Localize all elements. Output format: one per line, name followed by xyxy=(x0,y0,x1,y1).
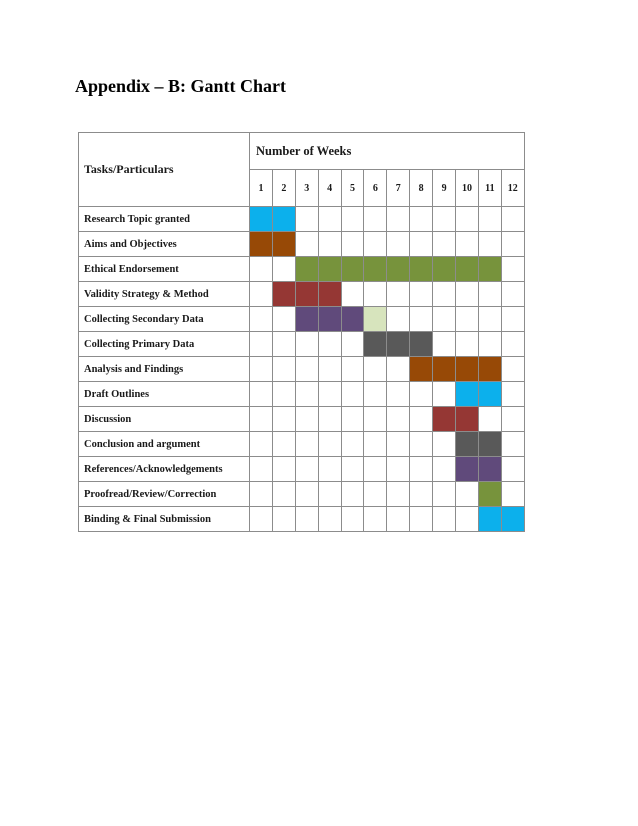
week-number: 5 xyxy=(341,170,364,207)
gantt-empty-cell xyxy=(364,432,387,457)
task-row xyxy=(79,207,525,232)
gantt-empty-cell xyxy=(272,257,295,282)
weeks-header: Number of Weeks xyxy=(250,133,525,170)
gantt-empty-cell xyxy=(456,332,479,357)
task-row xyxy=(79,482,525,507)
gantt-empty-cell xyxy=(318,457,341,482)
gantt-bar-cell xyxy=(250,232,273,257)
task-row xyxy=(79,257,525,282)
gantt-empty-cell xyxy=(410,457,433,482)
gantt-empty-cell xyxy=(410,507,433,532)
gantt-empty-cell xyxy=(318,357,341,382)
gantt-empty-cell xyxy=(318,507,341,532)
gantt-empty-cell xyxy=(364,507,387,532)
gantt-empty-cell xyxy=(456,282,479,307)
gantt-empty-cell xyxy=(501,482,524,507)
gantt-empty-cell xyxy=(478,307,501,332)
task-row xyxy=(79,382,525,407)
gantt-empty-cell xyxy=(250,482,273,507)
gantt-empty-cell xyxy=(456,207,479,232)
gantt-empty-cell xyxy=(341,282,364,307)
tasks-header: Tasks/Particulars xyxy=(79,133,250,207)
gantt-bar-cell xyxy=(341,307,364,332)
gantt-bar-cell xyxy=(478,482,501,507)
gantt-empty-cell xyxy=(341,482,364,507)
week-number: 10 xyxy=(456,170,479,207)
gantt-empty-cell xyxy=(364,407,387,432)
gantt-empty-cell xyxy=(272,332,295,357)
gantt-empty-cell xyxy=(501,407,524,432)
task-name: Discussion xyxy=(79,407,250,432)
gantt-bar-cell xyxy=(318,307,341,332)
gantt-empty-cell xyxy=(272,457,295,482)
gantt-empty-cell xyxy=(501,382,524,407)
week-number: 8 xyxy=(410,170,433,207)
task-row xyxy=(79,357,525,382)
task-name: Conclusion and argument xyxy=(79,432,250,457)
gantt-empty-cell xyxy=(295,332,318,357)
gantt-empty-cell xyxy=(387,357,410,382)
gantt-empty-cell xyxy=(456,507,479,532)
gantt-empty-cell xyxy=(318,432,341,457)
gantt-empty-cell xyxy=(250,357,273,382)
week-number: 3 xyxy=(295,170,318,207)
gantt-empty-cell xyxy=(456,307,479,332)
gantt-empty-cell xyxy=(433,232,456,257)
gantt-empty-cell xyxy=(318,232,341,257)
gantt-bar-cell xyxy=(387,257,410,282)
gantt-empty-cell xyxy=(272,507,295,532)
gantt-empty-cell xyxy=(433,482,456,507)
gantt-empty-cell xyxy=(410,432,433,457)
gantt-empty-cell xyxy=(410,382,433,407)
gantt-bar-cell xyxy=(318,257,341,282)
gantt-empty-cell xyxy=(433,507,456,532)
gantt-empty-cell xyxy=(501,257,524,282)
gantt-empty-cell xyxy=(433,457,456,482)
gantt-bar-cell xyxy=(387,332,410,357)
gantt-empty-cell xyxy=(250,307,273,332)
gantt-empty-cell xyxy=(387,282,410,307)
week-number: 7 xyxy=(387,170,410,207)
gantt-bar-cell xyxy=(478,382,501,407)
week-number: 6 xyxy=(364,170,387,207)
gantt-bar-cell xyxy=(456,407,479,432)
gantt-empty-cell xyxy=(410,207,433,232)
task-row xyxy=(79,432,525,457)
gantt-bar-cell xyxy=(410,357,433,382)
gantt-bar-cell xyxy=(478,507,501,532)
gantt-empty-cell xyxy=(318,382,341,407)
task-row xyxy=(79,507,525,532)
gantt-empty-cell xyxy=(410,407,433,432)
header-row xyxy=(79,133,525,170)
gantt-empty-cell xyxy=(341,382,364,407)
gantt-empty-cell xyxy=(272,482,295,507)
gantt-empty-cell xyxy=(295,357,318,382)
gantt-empty-cell xyxy=(501,432,524,457)
gantt-bar-cell xyxy=(410,332,433,357)
gantt-bar-cell xyxy=(364,257,387,282)
gantt-empty-cell xyxy=(295,432,318,457)
gantt-empty-cell xyxy=(295,382,318,407)
gantt-bar-cell xyxy=(478,357,501,382)
gantt-empty-cell xyxy=(341,232,364,257)
gantt-empty-cell xyxy=(501,232,524,257)
week-number: 2 xyxy=(272,170,295,207)
gantt-bar-cell xyxy=(501,507,524,532)
task-rows xyxy=(79,207,525,532)
gantt-empty-cell xyxy=(250,382,273,407)
gantt-empty-cell xyxy=(364,282,387,307)
gantt-empty-cell xyxy=(341,207,364,232)
gantt-bar-cell xyxy=(272,282,295,307)
gantt-bar-cell xyxy=(478,457,501,482)
gantt-empty-cell xyxy=(478,207,501,232)
gantt-empty-cell xyxy=(295,457,318,482)
task-name: Draft Outlines xyxy=(79,382,250,407)
gantt-bar-cell xyxy=(364,332,387,357)
gantt-empty-cell xyxy=(433,432,456,457)
task-name: Ethical Endorsement xyxy=(79,257,250,282)
gantt-empty-cell xyxy=(295,407,318,432)
gantt-empty-cell xyxy=(456,482,479,507)
gantt-bar-cell xyxy=(410,257,433,282)
gantt-bar-cell xyxy=(433,407,456,432)
gantt-bar-cell xyxy=(478,432,501,457)
gantt-empty-cell xyxy=(364,382,387,407)
gantt-empty-cell xyxy=(272,432,295,457)
task-row xyxy=(79,307,525,332)
gantt-empty-cell xyxy=(295,482,318,507)
gantt-empty-cell xyxy=(341,432,364,457)
gantt-bar-cell xyxy=(295,282,318,307)
task-name: Research Topic granted xyxy=(79,207,250,232)
gantt-empty-cell xyxy=(250,407,273,432)
gantt-bar-cell xyxy=(456,432,479,457)
gantt-empty-cell xyxy=(501,282,524,307)
gantt-bar-cell xyxy=(272,207,295,232)
gantt-bar-cell xyxy=(433,357,456,382)
gantt-empty-cell xyxy=(318,332,341,357)
task-row xyxy=(79,457,525,482)
gantt-empty-cell xyxy=(410,307,433,332)
week-number: 11 xyxy=(478,170,501,207)
gantt-empty-cell xyxy=(410,232,433,257)
task-name: Aims and Objectives xyxy=(79,232,250,257)
gantt-bar-cell xyxy=(295,257,318,282)
gantt-empty-cell xyxy=(250,507,273,532)
week-number: 1 xyxy=(250,170,273,207)
task-name: References/Acknowledgements xyxy=(79,457,250,482)
gantt-empty-cell xyxy=(364,357,387,382)
gantt-empty-cell xyxy=(387,382,410,407)
gantt-empty-cell xyxy=(272,307,295,332)
gantt-empty-cell xyxy=(501,332,524,357)
gantt-empty-cell xyxy=(341,357,364,382)
gantt-empty-cell xyxy=(250,332,273,357)
gantt-empty-cell xyxy=(478,332,501,357)
gantt-empty-cell xyxy=(272,407,295,432)
gantt-empty-cell xyxy=(410,482,433,507)
gantt-empty-cell xyxy=(387,207,410,232)
gantt-empty-cell xyxy=(318,407,341,432)
gantt-empty-cell xyxy=(387,432,410,457)
gantt-empty-cell xyxy=(433,282,456,307)
task-row xyxy=(79,407,525,432)
gantt-empty-cell xyxy=(295,232,318,257)
task-row xyxy=(79,332,525,357)
gantt-bar-cell xyxy=(272,232,295,257)
week-number: 4 xyxy=(318,170,341,207)
gantt-empty-cell xyxy=(433,307,456,332)
gantt-empty-cell xyxy=(318,207,341,232)
gantt-empty-cell xyxy=(501,307,524,332)
gantt-empty-cell xyxy=(341,507,364,532)
gantt-bar-cell xyxy=(250,207,273,232)
gantt-bar-cell xyxy=(433,257,456,282)
week-number: 9 xyxy=(433,170,456,207)
gantt-bar-cell xyxy=(295,307,318,332)
gantt-empty-cell xyxy=(478,232,501,257)
gantt-empty-cell xyxy=(364,457,387,482)
gantt-empty-cell xyxy=(387,507,410,532)
gantt-bar-cell xyxy=(364,307,387,332)
gantt-empty-cell xyxy=(341,457,364,482)
gantt-empty-cell xyxy=(456,232,479,257)
gantt-empty-cell xyxy=(387,307,410,332)
task-name: Validity Strategy & Method xyxy=(79,282,250,307)
gantt-empty-cell xyxy=(250,457,273,482)
gantt-empty-cell xyxy=(364,207,387,232)
task-name: Proofread/Review/Correction xyxy=(79,482,250,507)
gantt-empty-cell xyxy=(501,357,524,382)
gantt-table xyxy=(78,132,525,532)
task-row xyxy=(79,282,525,307)
gantt-bar-cell xyxy=(456,257,479,282)
gantt-empty-cell xyxy=(410,282,433,307)
gantt-empty-cell xyxy=(318,482,341,507)
page-title: Appendix – B: Gantt Chart xyxy=(75,76,287,96)
gantt-empty-cell xyxy=(250,257,273,282)
gantt-bar-cell xyxy=(456,457,479,482)
gantt-empty-cell xyxy=(250,282,273,307)
task-row xyxy=(79,232,525,257)
gantt-empty-cell xyxy=(364,482,387,507)
gantt-empty-cell xyxy=(501,207,524,232)
gantt-empty-cell xyxy=(364,232,387,257)
gantt-bar-cell xyxy=(318,282,341,307)
gantt-empty-cell xyxy=(295,507,318,532)
gantt-empty-cell xyxy=(433,332,456,357)
gantt-bar-cell xyxy=(341,257,364,282)
gantt-empty-cell xyxy=(387,232,410,257)
gantt-empty-cell xyxy=(478,407,501,432)
gantt-bar-cell xyxy=(456,382,479,407)
gantt-empty-cell xyxy=(501,457,524,482)
gantt-empty-cell xyxy=(341,407,364,432)
week-number: 12 xyxy=(501,170,524,207)
task-name: Binding & Final Submission xyxy=(79,507,250,532)
task-name: Analysis and Findings xyxy=(79,357,250,382)
gantt-empty-cell xyxy=(387,457,410,482)
task-name: Collecting Primary Data xyxy=(79,332,250,357)
gantt-empty-cell xyxy=(295,207,318,232)
gantt-empty-cell xyxy=(387,407,410,432)
gantt-empty-cell xyxy=(250,432,273,457)
gantt-bar-cell xyxy=(456,357,479,382)
gantt-empty-cell xyxy=(433,207,456,232)
gantt-empty-cell xyxy=(272,382,295,407)
task-name: Collecting Secondary Data xyxy=(79,307,250,332)
gantt-empty-cell xyxy=(387,482,410,507)
gantt-empty-cell xyxy=(478,282,501,307)
gantt-empty-cell xyxy=(433,382,456,407)
gantt-empty-cell xyxy=(272,357,295,382)
gantt-bar-cell xyxy=(478,257,501,282)
gantt-empty-cell xyxy=(341,332,364,357)
